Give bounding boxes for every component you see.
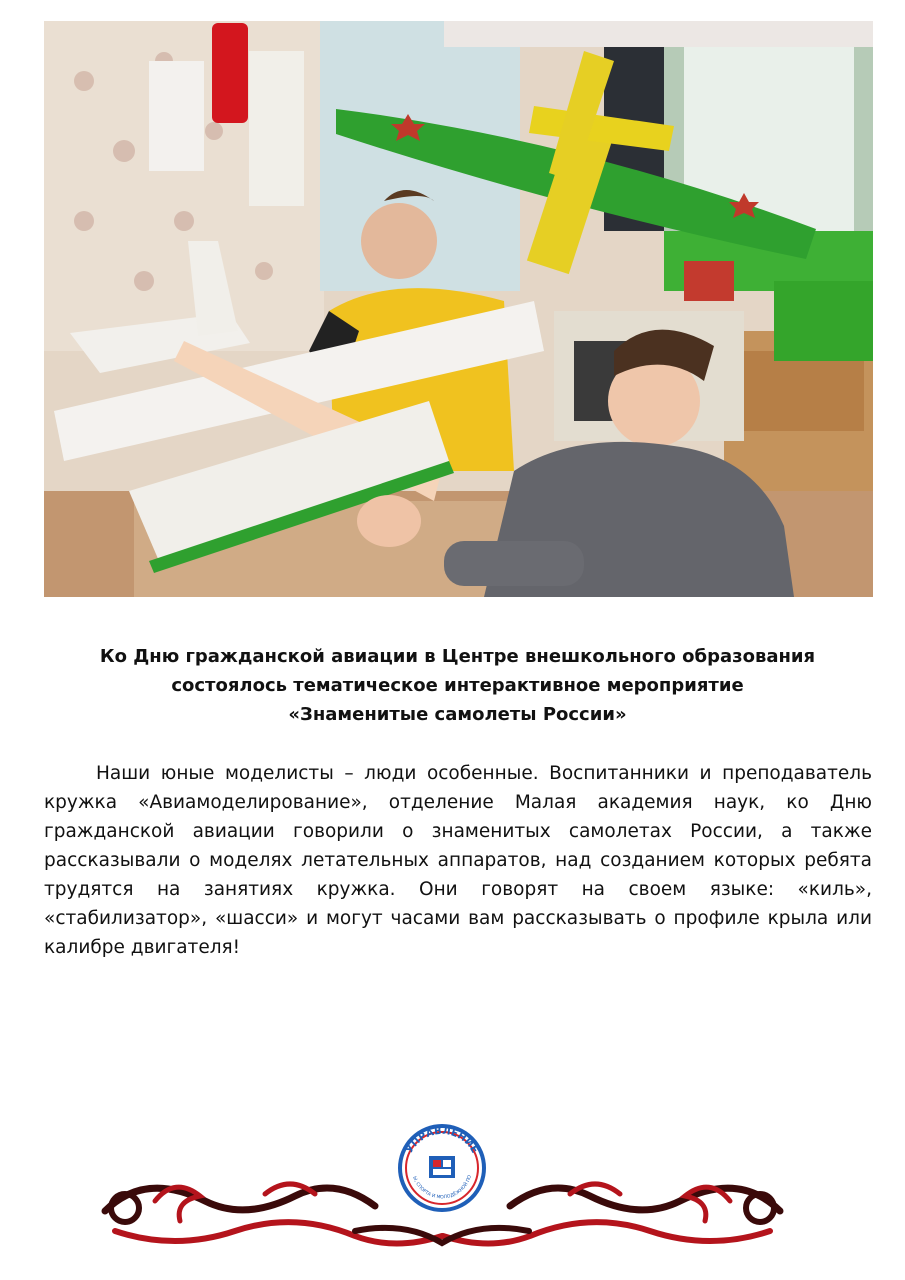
headline-line-3: «Знаменитые самолеты России» [288,704,627,725]
headline [60,642,855,729]
logo-text: УПРАВЛЕНИЕ [404,1125,480,1156]
footer-ornament [95,1116,790,1266]
headline-line-2: состоялось тематическое интерактивное мероприятие [171,675,744,696]
headline-line-1: Ко Дню гражданской авиации в Центре внешкольного образования [99,646,816,667]
logo-subtext: Ы, СПОРТА И МОЛОДЁЖНОЙ ПО [411,1174,474,1201]
event-photo [44,21,873,597]
article-paragraph: Наши юные моделисты – люди особенные. Воспитанники и преподаватель кружка «Авиамоделирование», отделение Малая академия наук, ко Дню гражданской авиации говорили о знаменитых самолетах России, а также рассказывали о моделях летательных аппаратов, над созданием которых ребята трудятся на занятиях кружка. Они говорят на своем языке: «киль», «стабилизатор», «шасси» и могут часами вам рассказывать о профиле крыла или калибре двигателя! [44,763,872,958]
